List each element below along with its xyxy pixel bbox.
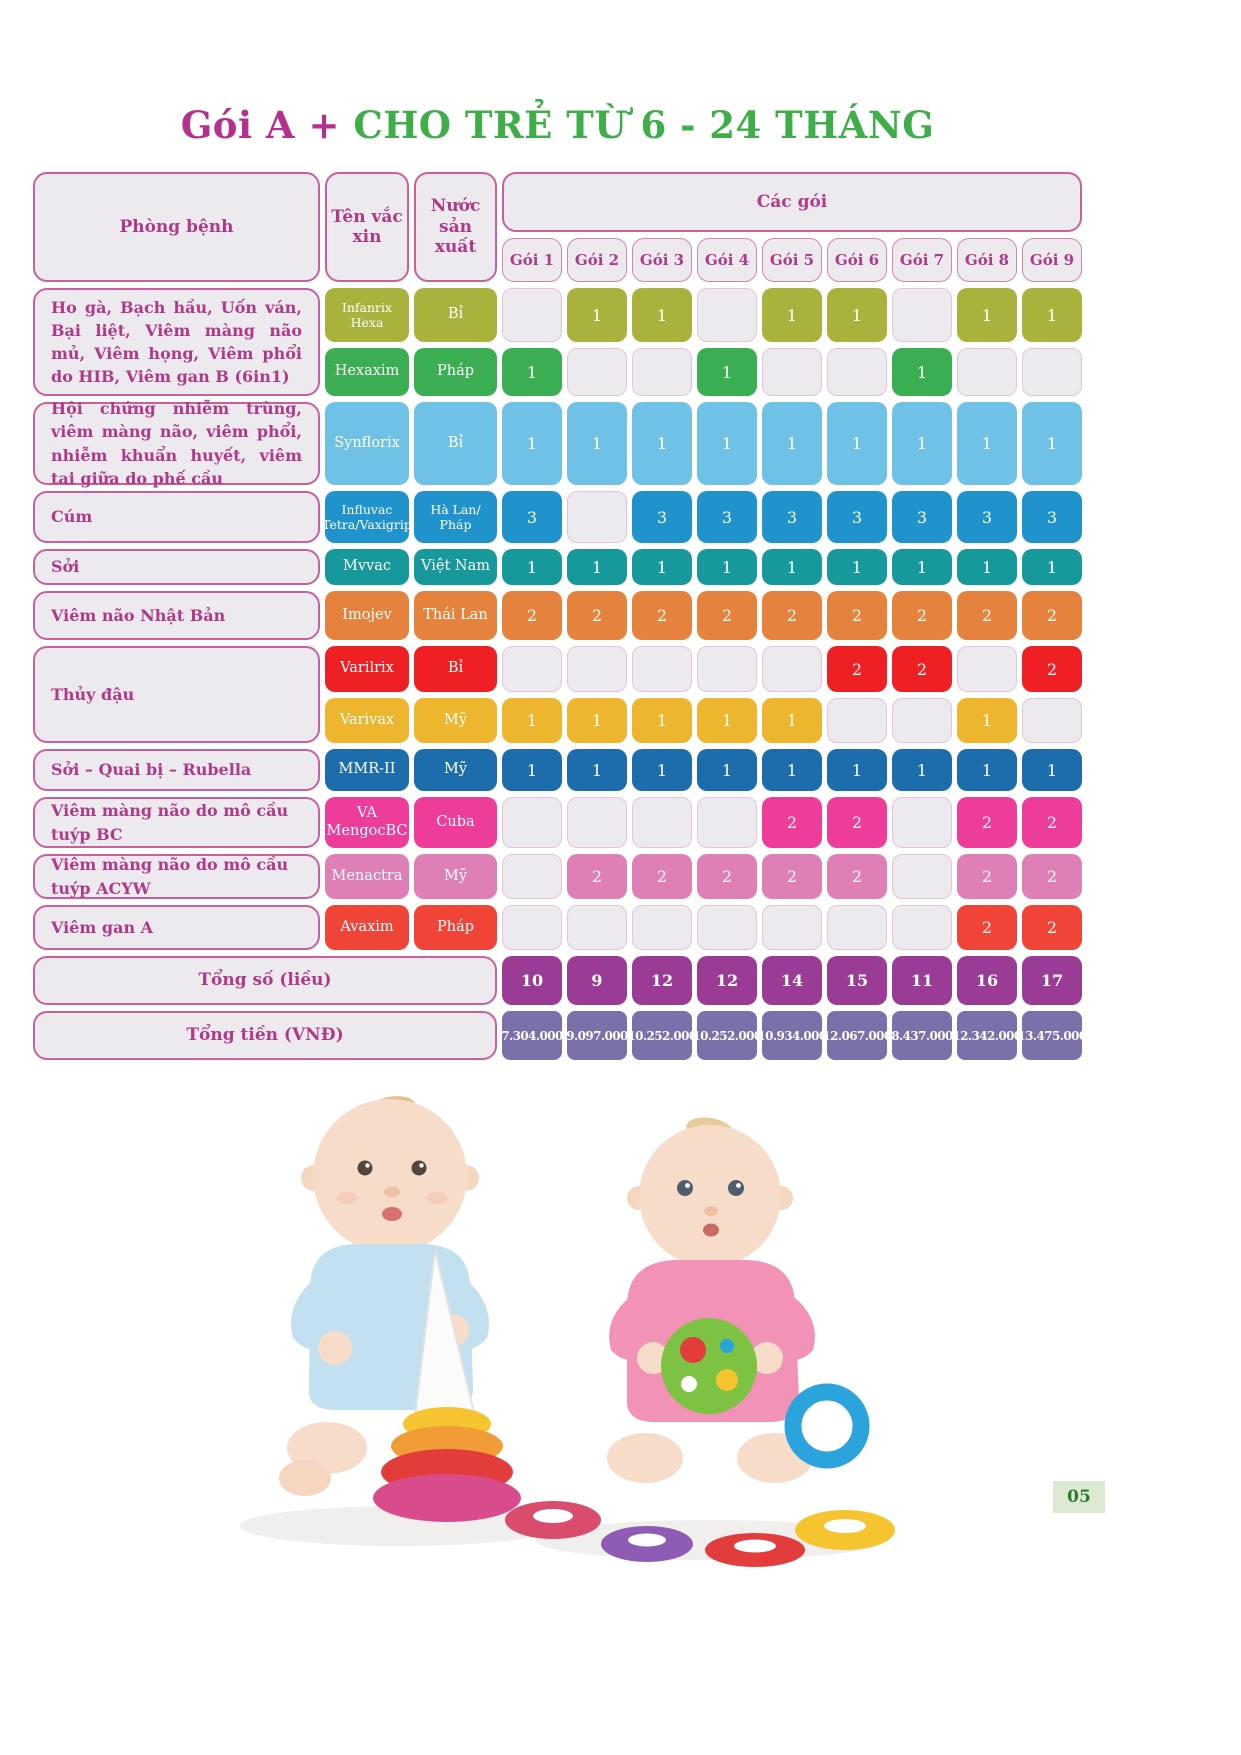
- total-price-cell: 8.437.000: [892, 1011, 952, 1060]
- page-title-age-range: CHO TRẺ TỪ 6 - 24 THÁNG: [353, 103, 935, 147]
- col-header-goi-6: Gói 6: [827, 238, 887, 282]
- dose-cell-empty: [567, 905, 627, 950]
- disease-cell: [33, 797, 320, 848]
- dose-cell: 3: [892, 491, 952, 543]
- dose-cell-empty: [502, 288, 562, 342]
- total-doses-cell: 11: [892, 956, 952, 1005]
- dose-cell: 1: [827, 749, 887, 791]
- vaccine-name-cell: Varivax: [325, 698, 409, 743]
- total-doses-cell: 17: [1022, 956, 1082, 1005]
- col-header-goi-4: Gói 4: [697, 238, 757, 282]
- dose-cell: 1: [1022, 288, 1082, 342]
- dose-cell: 1: [632, 288, 692, 342]
- total-price-cell: 12.067.000: [827, 1011, 887, 1060]
- dose-cell: 2: [1022, 797, 1082, 848]
- dose-cell-empty: [1022, 348, 1082, 396]
- dose-cell: 2: [762, 854, 822, 899]
- dose-cell-empty: [957, 348, 1017, 396]
- total-doses-cell: 14: [762, 956, 822, 1005]
- col-header-goi-5: Gói 5: [762, 238, 822, 282]
- disease-label: Sởi: [51, 557, 80, 577]
- dose-cell: 2: [502, 591, 562, 640]
- page-title-package: Gói A +: [180, 103, 354, 147]
- dose-cell: 1: [957, 402, 1017, 485]
- total-price-cell: 10.934.000: [762, 1011, 822, 1060]
- dose-cell: 3: [957, 491, 1017, 543]
- dose-cell: 1: [632, 402, 692, 485]
- baby-right: [607, 1114, 815, 1483]
- page-number-badge: [1053, 1481, 1105, 1513]
- vaccine-name-cell: Avaxim: [325, 905, 409, 950]
- totals-label: Tổng số (liều): [33, 956, 497, 1005]
- dose-cell: 2: [632, 591, 692, 640]
- dose-cell: 1: [957, 288, 1017, 342]
- col-header-goi-7: Gói 7: [892, 238, 952, 282]
- dose-cell: 2: [957, 797, 1017, 848]
- dose-cell-empty: [697, 646, 757, 692]
- baby-left: [279, 1092, 521, 1522]
- dose-cell: 1: [957, 698, 1017, 743]
- dose-cell: 3: [697, 491, 757, 543]
- vaccine-name-cell: Mvvac: [325, 549, 409, 585]
- dose-cell-empty: [892, 698, 952, 743]
- dose-cell: 1: [762, 698, 822, 743]
- dose-cell: 1: [567, 698, 627, 743]
- vaccine-name-cell: Infanrix Hexa: [325, 288, 409, 342]
- col-header-disease: Phòng bệnh: [33, 172, 320, 282]
- col-header-packages-group: Các gói: [502, 172, 1082, 232]
- dose-cell-empty: [827, 698, 887, 743]
- dose-cell: 1: [762, 549, 822, 585]
- dose-cell: 2: [892, 591, 952, 640]
- dose-cell-empty: [567, 348, 627, 396]
- dose-cell-empty: [567, 646, 627, 692]
- dose-cell: 2: [697, 854, 757, 899]
- vaccine-country-cell: Pháp: [414, 348, 497, 396]
- dose-cell: 2: [632, 854, 692, 899]
- total-price-cell: 10.252.000: [697, 1011, 757, 1060]
- dose-cell: 3: [1022, 491, 1082, 543]
- dose-cell-empty: [567, 491, 627, 543]
- vaccine-country-cell: Bỉ: [414, 288, 497, 342]
- disease-cell: [33, 399, 320, 488]
- dose-cell: 3: [827, 491, 887, 543]
- dose-cell: 1: [567, 549, 627, 585]
- dose-cell-empty: [502, 905, 562, 950]
- col-header-vaccine: Tên vắc xin: [325, 172, 409, 282]
- vaccine-country-cell: Hà Lan/ Pháp: [414, 491, 497, 543]
- dose-cell: 2: [957, 905, 1017, 950]
- vaccine-country-cell: Pháp: [414, 905, 497, 950]
- dose-cell-empty: [632, 797, 692, 848]
- dose-cell: 1: [1022, 549, 1082, 585]
- dose-cell: 1: [697, 402, 757, 485]
- disease-cell: [33, 854, 320, 899]
- vaccine-country-cell: Mỹ: [414, 749, 497, 791]
- vaccine-name-cell: Influvac Tetra/Vaxigrip: [325, 491, 409, 543]
- dose-cell: 1: [827, 288, 887, 342]
- dose-cell: 1: [892, 749, 952, 791]
- disease-label: Viêm màng não do mô cầu tuýp ACYW: [51, 855, 289, 898]
- col-header-goi-2: Gói 2: [567, 238, 627, 282]
- dose-cell: 2: [827, 591, 887, 640]
- dose-cell: 2: [827, 646, 887, 692]
- babies-photo: [215, 1058, 895, 1568]
- dose-cell: 1: [567, 288, 627, 342]
- dose-cell-empty: [632, 905, 692, 950]
- dose-cell-empty: [697, 905, 757, 950]
- dose-cell-empty: [892, 797, 952, 848]
- disease-label: Viêm gan A: [51, 917, 154, 937]
- total-doses-cell: 15: [827, 956, 887, 1005]
- dose-cell: 1: [697, 348, 757, 396]
- dose-cell-empty: [502, 854, 562, 899]
- dose-cell: 2: [762, 591, 822, 640]
- dose-cell: 1: [762, 402, 822, 485]
- dose-cell: 1: [827, 402, 887, 485]
- dose-cell: 3: [762, 491, 822, 543]
- col-header-goi-9: Gói 9: [1022, 238, 1082, 282]
- disease-label: Thủy đậu: [51, 684, 135, 704]
- disease-label: Viêm màng não do mô cầu tuýp BC: [51, 801, 289, 844]
- disease-label: Ho gà, Bạch hầu, Uốn ván, Bại liệt, Viêm màng não mủ, Viêm họng, Viêm phổi do HIB, Viêm gan B (6in1): [51, 297, 302, 387]
- dose-cell-empty: [762, 905, 822, 950]
- total-doses-cell: 16: [957, 956, 1017, 1005]
- disease-cell: [33, 288, 320, 396]
- total-doses-cell: 9: [567, 956, 627, 1005]
- dose-cell: 1: [1022, 749, 1082, 791]
- disease-cell: [33, 646, 320, 743]
- dose-cell: 2: [827, 797, 887, 848]
- total-price-cell: 13.475.000: [1022, 1011, 1082, 1060]
- dose-cell: 2: [892, 646, 952, 692]
- dose-cell: 1: [827, 549, 887, 585]
- page-number: 05: [1067, 1487, 1091, 1507]
- dose-cell-empty: [957, 646, 1017, 692]
- dose-cell: 1: [567, 749, 627, 791]
- dose-cell: 2: [762, 797, 822, 848]
- dose-cell: 2: [1022, 905, 1082, 950]
- dose-cell: 1: [567, 402, 627, 485]
- total-price-cell: 10.252.000: [632, 1011, 692, 1060]
- disease-cell: [33, 491, 320, 543]
- vaccine-name-cell: Menactra: [325, 854, 409, 899]
- dose-cell-empty: [892, 905, 952, 950]
- disease-label: Sởi – Quai bị – Rubella: [51, 760, 252, 780]
- dose-cell: 3: [502, 491, 562, 543]
- dose-cell: 3: [632, 491, 692, 543]
- dose-cell: 1: [697, 749, 757, 791]
- dose-cell-empty: [892, 854, 952, 899]
- dose-cell: 1: [892, 549, 952, 585]
- vaccine-name-cell: Imojev: [325, 591, 409, 640]
- col-header-goi-8: Gói 8: [957, 238, 1017, 282]
- dose-cell-empty: [567, 797, 627, 848]
- dose-cell: 1: [632, 549, 692, 585]
- disease-cell: [33, 591, 320, 640]
- vaccine-name-cell: MMR-II: [325, 749, 409, 791]
- dose-cell: 1: [762, 749, 822, 791]
- dose-cell: 2: [1022, 591, 1082, 640]
- dose-cell: 2: [957, 591, 1017, 640]
- vaccine-name-cell: Synflorix: [325, 402, 409, 485]
- vaccine-name-cell: Hexaxim: [325, 348, 409, 396]
- dose-cell-empty: [632, 646, 692, 692]
- dose-cell-empty: [762, 348, 822, 396]
- disease-cell: [33, 549, 320, 585]
- dose-cell: 1: [502, 348, 562, 396]
- dose-cell: 1: [892, 402, 952, 485]
- dose-cell: 1: [632, 749, 692, 791]
- dose-cell: 1: [762, 288, 822, 342]
- vaccine-package-table: [33, 172, 1087, 1060]
- total-doses-cell: 12: [632, 956, 692, 1005]
- dose-cell-empty: [632, 348, 692, 396]
- total-price-label: Tổng tiền (VNĐ): [33, 1011, 497, 1060]
- col-header-goi-1: Gói 1: [502, 238, 562, 282]
- col-header-goi-3: Gói 3: [632, 238, 692, 282]
- vaccine-country-cell: Mỹ: [414, 854, 497, 899]
- dose-cell: 1: [697, 549, 757, 585]
- disease-label: Cúm: [51, 507, 93, 527]
- vaccine-country-cell: Thái Lan: [414, 591, 497, 640]
- dose-cell: 2: [957, 854, 1017, 899]
- total-price-cell: 7.304.000: [502, 1011, 562, 1060]
- total-doses-cell: 12: [697, 956, 757, 1005]
- total-price-cell: 12.342.000: [957, 1011, 1017, 1060]
- disease-label: Hội chứng nhiễm trùng, viêm màng não, viêm phổi, nhiễm khuẩn huyết, viêm tai giữa do phế cầu: [51, 399, 302, 488]
- page-title: [33, 103, 1082, 147]
- col-header-country: Nước sản xuất: [414, 172, 497, 282]
- total-price-cell: 9.097.000: [567, 1011, 627, 1060]
- dose-cell-empty: [827, 905, 887, 950]
- dose-cell: 1: [502, 698, 562, 743]
- dose-cell: 2: [567, 591, 627, 640]
- dose-cell-empty: [502, 646, 562, 692]
- total-doses-cell: 10: [502, 956, 562, 1005]
- dose-cell: 1: [697, 698, 757, 743]
- dose-cell-empty: [502, 797, 562, 848]
- dose-cell: 1: [892, 348, 952, 396]
- dose-cell: 2: [827, 854, 887, 899]
- dose-cell: 1: [632, 698, 692, 743]
- dose-cell: 2: [1022, 854, 1082, 899]
- vaccine-name-cell: VA MengocBC: [325, 797, 409, 848]
- dose-cell: 1: [957, 749, 1017, 791]
- disease-cell: [33, 905, 320, 950]
- vaccine-country-cell: Mỹ: [414, 698, 497, 743]
- dose-cell: 1: [957, 549, 1017, 585]
- dose-cell-empty: [697, 797, 757, 848]
- vaccine-country-cell: Bỉ: [414, 646, 497, 692]
- vaccine-country-cell: Cuba: [414, 797, 497, 848]
- dose-cell: 1: [502, 749, 562, 791]
- dose-cell: 1: [502, 549, 562, 585]
- dose-cell: 2: [567, 854, 627, 899]
- dose-cell-empty: [762, 646, 822, 692]
- dose-cell-empty: [892, 288, 952, 342]
- dose-cell: 2: [697, 591, 757, 640]
- disease-label: Viêm não Nhật Bản: [51, 605, 226, 625]
- dose-cell-empty: [827, 348, 887, 396]
- dose-cell: 1: [502, 402, 562, 485]
- dose-cell-empty: [1022, 698, 1082, 743]
- dose-cell: 2: [1022, 646, 1082, 692]
- vaccine-country-cell: Việt Nam: [414, 549, 497, 585]
- vaccine-name-cell: Varilrix: [325, 646, 409, 692]
- vaccine-country-cell: Bỉ: [414, 402, 497, 485]
- dose-cell-empty: [697, 288, 757, 342]
- disease-cell: [33, 749, 320, 791]
- dose-cell: 1: [1022, 402, 1082, 485]
